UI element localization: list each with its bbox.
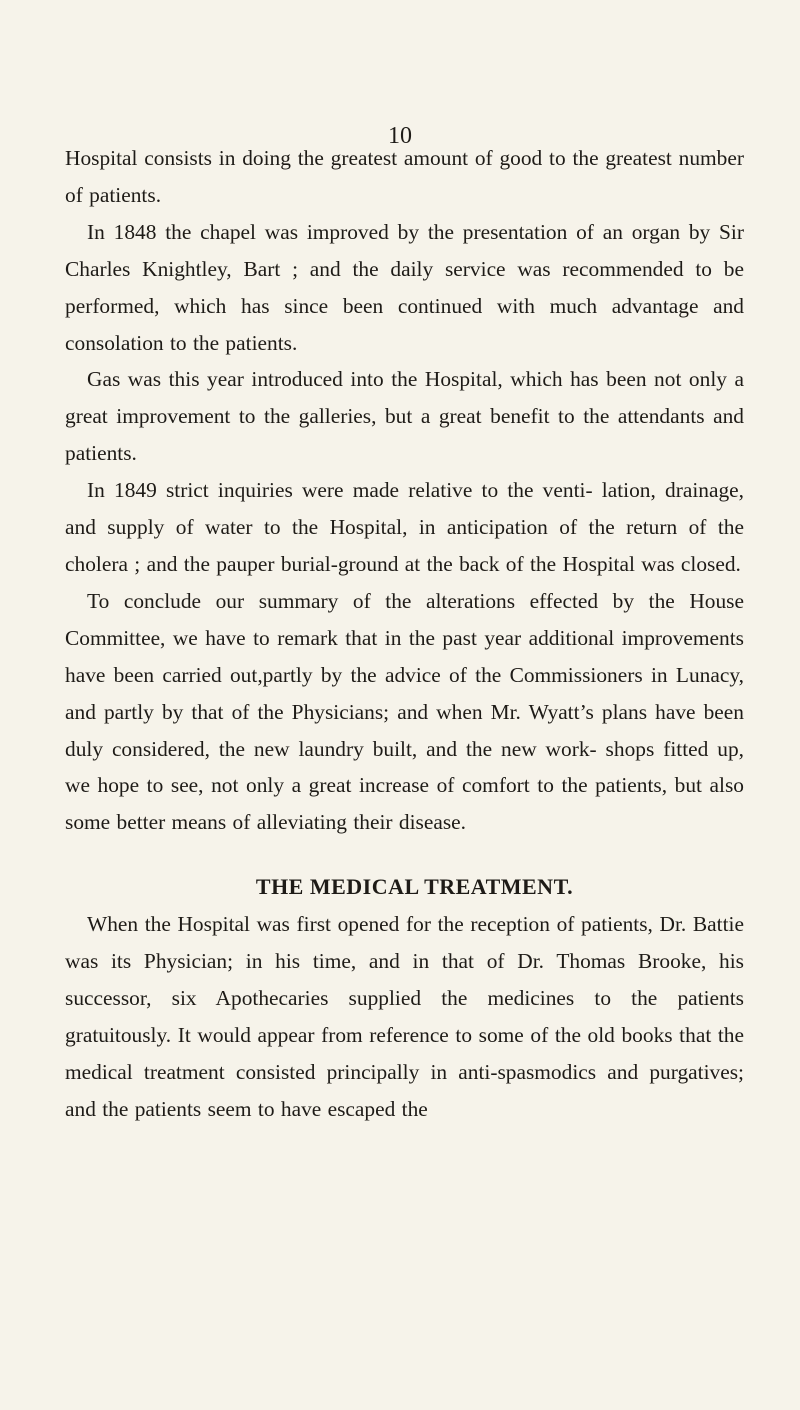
paragraph-conclusion-alterations: To conclude our summary of the alterations effected by the House Committee, we have to remark that in the past year additional improvements have been carried out,partly by the advice of the Commissioners in Lunacy, and partly by that of the Physicians; and when Mr. Wyatt’s plans have been duly considered, the new laundry built, and the new work- shops fitted up, we hope to see, not only a great increase of comfort to the patients, but also some better means of alleviating their disease.: [65, 588, 744, 835]
paragraph-chapel-organ: In 1848 the chapel was improved by the presentation of an organ by Sir Charles Knightley, Bart ; and the daily service was recommended to be performed, which has since been continued with much advantage and consolation to the patients.: [65, 219, 744, 355]
paragraph-continuation: Hospital consists in doing the greatest amount of good to the greatest number of patients.: [65, 146, 744, 207]
paragraph-medical-treatment: When the Hospital was first opened for the reception of patients, Dr. Battie was its Physician; in his time, and in that of Dr. Thomas Brooke, his successor, six Apothecaries supplied the medicines to the patients gratuitously. It would appear from reference to some of the old books that the medical treatment consisted principally in anti-spasmodics and purgatives; and the patients seem to have escaped the: [65, 912, 744, 1121]
paragraph-ventilation-inquiries: In 1849 strict inquiries were made relative to the venti- lation, drainage, and supply of water to the Hospital, in anticipation of the return of the cholera ; and the pauper burial-ground at the back of the Hospital was closed.: [65, 478, 744, 576]
page-number: 10: [388, 123, 412, 149]
paragraph-gas-introduced: Gas was this year introduced into the Hospital, which has been not only a great improvement to the galleries, but a great benefit to the attendants and patients.: [65, 367, 744, 466]
section-heading: THE MEDICAL TREATMENT.: [255, 874, 574, 900]
